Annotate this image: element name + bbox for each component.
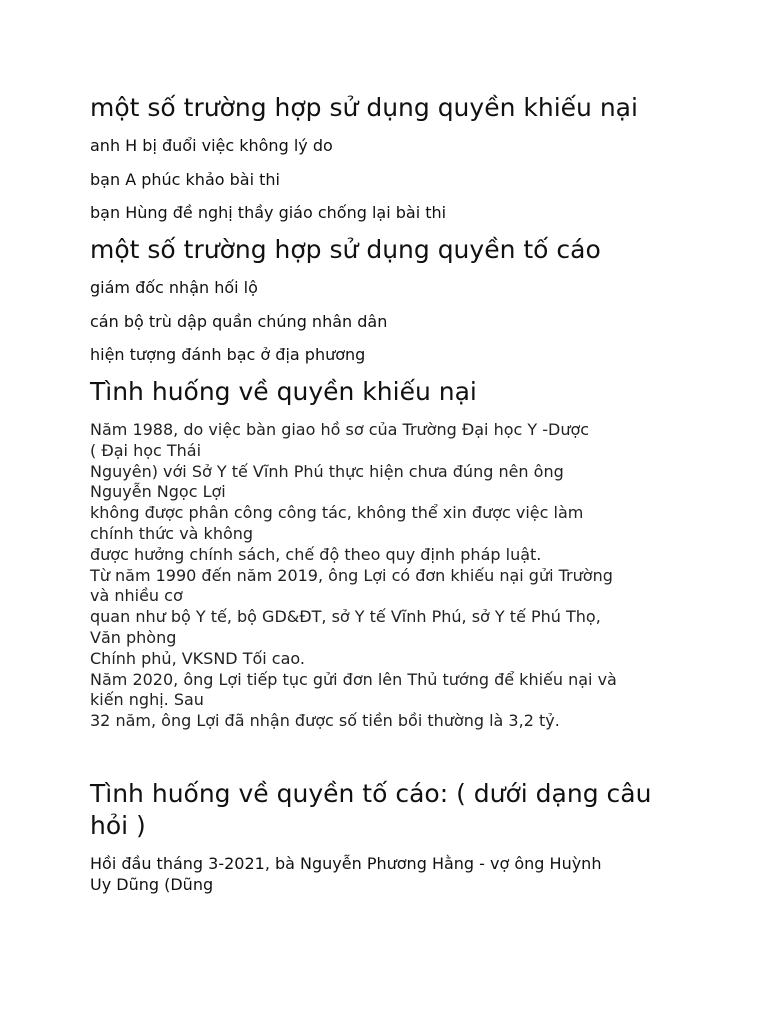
paragraph-line: Uy Dũng (Dũng xyxy=(90,874,214,894)
paragraph-line: Chính phủ, VKSND Tối cao. xyxy=(90,648,305,668)
list-item: bạn A phúc khảo bài thi xyxy=(90,170,280,189)
paragraph-line: kiến nghị. Sau xyxy=(90,690,204,710)
heading-denunciation-situation xyxy=(90,778,651,842)
list-item: bạn Hùng đề nghị thầy giáo chống lại bài thi xyxy=(90,203,447,222)
heading-line: hỏi ) xyxy=(90,811,146,840)
list-item: anh H bị đuổi việc không lý do xyxy=(90,136,333,155)
paragraph-line: Nguyễn Ngọc Lợi xyxy=(90,482,226,502)
heading-line: Tình huống về quyền tố cáo: ( dưới dạng câu xyxy=(90,779,652,808)
paragraph-line: Hồi đầu tháng 3-2021, bà Nguyễn Phương Hằng - vợ ông Huỳnh xyxy=(90,854,602,873)
heading-complaint-situation: Tình huống về quyền khiếu nại xyxy=(90,377,477,406)
paragraph-line: Từ năm 1990 đến năm 2019, ông Lợi có đơn khiếu nại gửi Trường xyxy=(90,565,613,585)
paragraph-line: và nhiều cơ xyxy=(90,586,183,606)
paragraph-line: ( Đại học Thái xyxy=(90,440,202,460)
paragraph-line: chính thức và không xyxy=(90,523,254,543)
paragraph-line: Nguyên) với Sở Y tế Vĩnh Phú thực hiện chưa đúng nên ông xyxy=(90,461,564,481)
list-item: hiện tượng đánh bạc ở địa phương xyxy=(90,345,366,364)
paragraph-line: Năm 2020, ông Lợi tiếp tục gửi đơn lên Thủ tướng để khiếu nại và xyxy=(90,669,617,689)
paragraph-line: 32 năm, ông Lợi đã nhận được số tiền bồi thường là 3,2 tỷ. xyxy=(90,711,560,731)
denunciation-situation-paragraph xyxy=(90,854,730,896)
heading-denunciation-cases: một số trường hợp sử dụng quyền tố cáo xyxy=(90,235,601,264)
paragraph-line: Năm 1988, do việc bàn giao hồ sơ của Trường Đại học Y -Dược xyxy=(90,420,590,439)
paragraph-line: không được phân công công tác, không thể xin được việc làm xyxy=(90,503,584,523)
heading-complaint-cases: một số trường hợp sử dụng quyền khiếu nại xyxy=(90,93,638,122)
paragraph-line: quan như bộ Y tế, bộ GD&ĐT, sở Y tế Vĩnh Phú, sở Y tế Phú Thọ, xyxy=(90,607,601,627)
complaint-situation-paragraph xyxy=(90,420,730,732)
paragraph-line: Văn phòng xyxy=(90,627,177,647)
list-item: giám đốc nhận hối lộ xyxy=(90,278,258,297)
list-item: cán bộ trù dập quần chúng nhân dân xyxy=(90,312,388,331)
paragraph-line: được hưởng chính sách, chế độ theo quy định pháp luật. xyxy=(90,544,542,564)
